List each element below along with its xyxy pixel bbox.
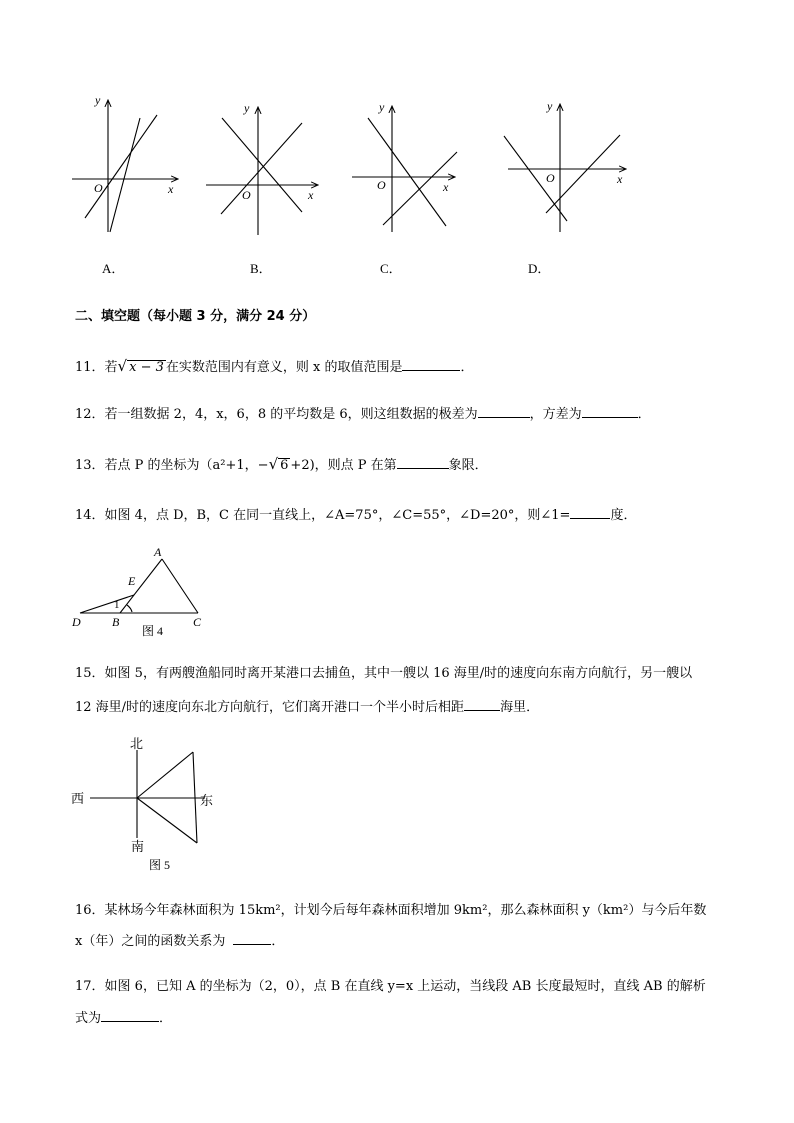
- fig4-angle-1: 1: [114, 599, 120, 611]
- q13-end: 象限．: [448, 458, 488, 473]
- graph-c-y-label: y: [379, 100, 385, 114]
- q13-prefix: 13．若点 P 的坐标为（a²+1，−: [75, 458, 269, 473]
- option-a-label: A．: [102, 261, 125, 276]
- fig5-east: 东: [200, 793, 214, 808]
- graph-b: [206, 107, 318, 235]
- figure-5: [60, 732, 230, 877]
- q12-mid: ，方差为: [529, 407, 582, 422]
- sqrt-icon: √: [117, 357, 128, 375]
- q11-end: ．: [460, 360, 474, 375]
- graph-d-origin: O: [546, 171, 555, 185]
- q12-end: ．: [637, 407, 651, 422]
- sqrt-icon: √: [268, 455, 279, 473]
- q16-line1: 16．某林场今年森林面积为 15km²，计划今后每年森林面积增加 9km²，那么森林面积 y（km²）与今后年数: [75, 903, 707, 918]
- fig4-label-a: A: [154, 545, 162, 559]
- q15-answer-blank[interactable]: [464, 697, 500, 711]
- graph-b-y-label: y: [244, 101, 250, 115]
- graph-b-origin: O: [242, 188, 251, 202]
- fig4-label-b: B: [112, 615, 120, 629]
- q12-variance-blank[interactable]: [582, 404, 638, 418]
- q11-text: 在实数范围内有意义，则 x 的取值范围是: [165, 360, 403, 375]
- fig4-label-e: E: [128, 574, 136, 588]
- q16-end: ．: [271, 934, 285, 949]
- q11-radicand: x − 3: [129, 360, 164, 375]
- question-14: [75, 505, 636, 525]
- q15-end: 海里．: [500, 700, 540, 715]
- option-d-label: D．: [528, 261, 551, 276]
- fig4-label-c: C: [193, 615, 202, 629]
- q12-prefix: 12．若一组数据 2，4，x，6，8 的平均数是 6，则这组数据的极差为: [75, 407, 478, 422]
- q13-answer-blank[interactable]: [397, 455, 449, 469]
- graph-c-origin: O: [377, 178, 386, 192]
- graph-b-x-label: x: [308, 188, 314, 202]
- question-16-line-1: [75, 902, 706, 920]
- graph-c-x-label: x: [443, 180, 449, 194]
- graph-a-x-label: x: [168, 182, 174, 196]
- section-title: 二、填空题（每小题 3 分，满分 24 分）: [75, 309, 316, 324]
- graph-a-y-label: y: [95, 93, 101, 107]
- fig5-south: 南: [131, 839, 145, 854]
- fig4-caption: 图 4: [142, 624, 164, 638]
- graph-a-origin: O: [94, 181, 103, 195]
- option-c-label: C．: [380, 261, 402, 276]
- graph-options: [0, 90, 794, 290]
- fig5-north: 北: [130, 736, 144, 751]
- question-17-line-1: [75, 978, 706, 996]
- q17-line2: 式为: [75, 1011, 102, 1026]
- option-b-label: B．: [250, 261, 272, 276]
- question-12: [75, 404, 651, 424]
- graph-c: [352, 106, 457, 232]
- question-16-line-2: [75, 931, 284, 951]
- q15-line2: 12 海里/时的速度向东北方向航行，它们离开港口一个半小时后相距: [75, 700, 465, 715]
- q17-answer-blank[interactable]: [101, 1008, 159, 1022]
- q11-answer-blank[interactable]: [402, 357, 460, 371]
- graph-d: [504, 104, 626, 232]
- q17-line1: 17．如图 6，已知 A 的坐标为（2，0），点 B 在直线 y=x 上运动，当线段 AB 长度最短时，直线 AB 的解析: [75, 979, 706, 994]
- graph-d-x-label: x: [617, 172, 623, 186]
- figure-4: [60, 540, 220, 645]
- fig5-caption: 图 5: [149, 858, 171, 872]
- question-15-line-1: [75, 665, 692, 683]
- question-15-line-2: [75, 697, 539, 717]
- q15-line1: 15．如图 5，有两艘渔船同时离开某港口去捕鱼，其中一艘以 16 海里/时的速度向东南方向航行，另一艘以: [75, 666, 693, 681]
- q17-end: ．: [159, 1011, 173, 1026]
- q14-answer-blank[interactable]: [570, 505, 610, 519]
- question-17-line-2: [75, 1008, 172, 1028]
- question-13: [75, 455, 488, 475]
- q12-range-blank[interactable]: [478, 404, 530, 418]
- q14-text: 14．如图 4，点 D，B，C 在同一直线上，∠A=75°，∠C=55°，∠D=20°，则∠1=: [75, 508, 571, 523]
- q13-text: +2)，则点 P 在第: [290, 458, 397, 473]
- graph-d-y-label: y: [547, 99, 553, 113]
- question-11: [75, 357, 474, 377]
- q14-end: 度．: [610, 508, 637, 523]
- fig5-west: 西: [71, 791, 85, 806]
- q13-radicand: 6: [280, 458, 289, 473]
- q11-prefix: 11．若: [75, 360, 118, 375]
- fig4-label-d: D: [72, 615, 81, 629]
- q16-answer-blank[interactable]: [233, 931, 271, 945]
- graph-a: [72, 100, 178, 232]
- q16-line2: x（年）之间的函数关系为: [75, 934, 226, 949]
